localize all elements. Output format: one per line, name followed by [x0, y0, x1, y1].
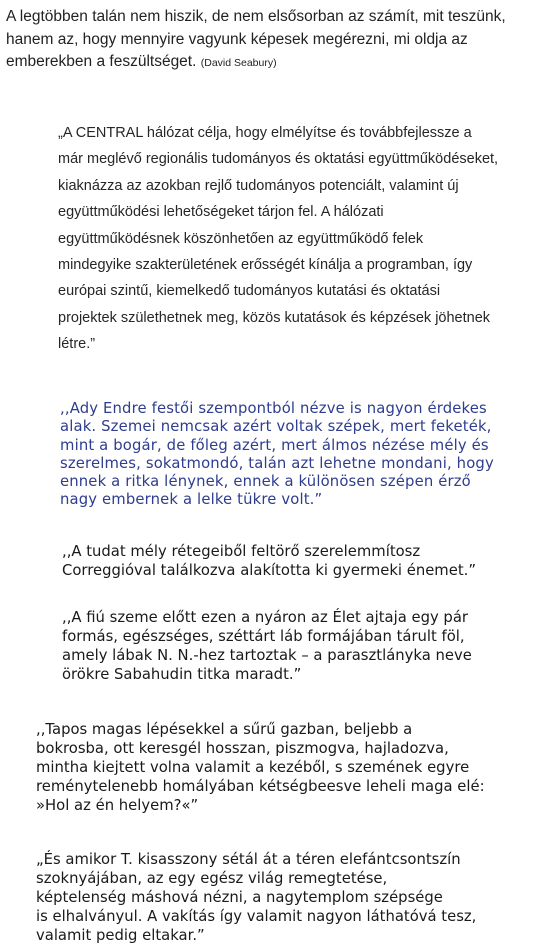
intro-paragraph [6, 6, 546, 75]
quote-tapos: ,,Tapos magas lépésekkel a sűrű gazban, beljebb a bokrosba, ott keresgél hosszan, piszmogva, hajladozva, mintha kiejtett volna valamit a kezéből, s szemének egyre reménytelenebb homályában kétségbeesve leheli maga elé: »Hol az én helyem?«” [36, 721, 485, 814]
quote-central-network: „A CENTRAL hálózat célja, hogy elmélyítse és továbbfejlessze a már meglévő regionális tudományos és oktatási együttműködéseket, kiaknázza az azokban rejlő tudományos potenciált, valamint új együttműködési lehetőségeket tárjon fel. A hálózati együttműködésnek köszönhetően az együttműködő felek mindegyike szakterületének erősségét kínálja a programban, így európai szintű, kiemelkedő tudományos kutatási és oktatási projektek születhetnek meg, közös kutatások és képzések jöhetnek létre.” [58, 125, 499, 353]
intro-text: A legtöbben talán nem hiszik, de nem elsősorban az számít, mit teszünk, hanem az, hogy mennyire vagyunk képesek megérezni, mi oldja az emberekben a feszültséget. [6, 8, 506, 70]
intro-author: (David Seabury) [200, 57, 277, 69]
quote-sabahudin: ,,A fiú szeme előtt ezen a nyáron az Élet ajtaja egy pár formás, egészséges, széttárt láb formájában tárult föl, amely lábak N. N.-hez tartoztak – a parasztlányka neve örökre Sabahudin titka maradt.” [62, 609, 472, 683]
quote-correggio: ,,A tudat mély rétegeiből feltörő szerelemmítosz Correggióval találkozva alakította ki gyermeki énemet.” [62, 543, 476, 579]
quote-ady-endre: ,,Ady Endre festői szempontból nézve is nagyon érdekes alak. Szemei nemcsak azért voltak szépek, mert feketék, mint a bogár, de főleg azért, mert álmos nézése mély és szerelmes, sokatmondó, talán azt lehetne mondani, hogy ennek a ritka lénynek, ennek a különösen szépen érző nagy embernek a lelke tükre volt.” [60, 400, 494, 509]
quote-kisasszony: „És amikor T. kisasszony sétál át a téren elefántcsontszín szoknyájában, az egy egész világ remegtetése, képtelenség máshová nézni, a nagytemplom szépsége is elhalványul. A vakítás így valamit nagyon láthatóvá tesz, valamit pedig eltakar.” [36, 851, 477, 944]
